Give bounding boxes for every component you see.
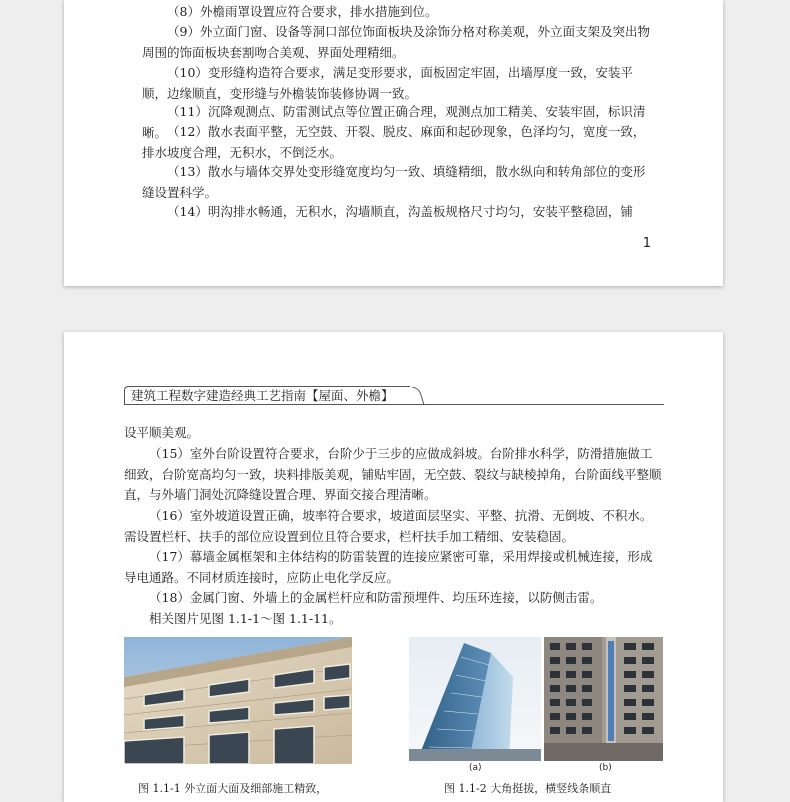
paragraph-16: （16）室外坡道设置正确，坡率符合要求，坡道面层坚实、平整、抗滑、无倒坡、不积水。需设置栏杆、扶手的部位应设置到位且符合要求，栏杆扶手加工精细、安装稳固。 [124,508,653,544]
header-rule [124,404,664,405]
figure-1-1-caption: 图 1.1-1 外立面大面及细部施工精致， [138,782,328,795]
paragraph-15: （15）室外台阶设置符合要求，台阶少于三步的应做成斜坡。台阶排水科学，防滑措施做工细致，台阶宽高均匀一致，块料排版美观，铺贴牢固，无空鼓、裂纹与缺棱掉角，台阶面线平整顺直，与外墙门洞处沉降缝设置合理、界面交接合理清晰。 [124,446,662,502]
paragraph-18: （18）金属门窗、外墙上的金属栏杆应和防雷预埋件、均压环连接，以防侧击雷。 [149,590,603,605]
figure-reference: 相关图片见图 1.1-1～图 1.1-11。 [149,611,342,626]
facade-illustration [124,637,352,764]
stone-tower-photo [544,637,663,761]
glass-tower-photo [409,637,541,761]
document-page-1 [64,0,723,286]
figure-1-1-2-sublabel-b: (b) [599,763,612,773]
paragraph-10: （10）变形缝构造符合要求，满足变形要求，面板固定牢固，出墙厚度一致，安装平顺，边缘顺直，变形缝与外檐装饰装修协调一致。 [142,65,633,101]
glass-tower-illustration [409,637,541,761]
paragraph-13: （13）散水与墙体交界处变形缝宽度均匀一致、填缝精细，散水纵向和转角部位的变形缝设置科学。 [142,164,646,200]
running-header-title: 建筑工程数字建造经典工艺指南【屋面、外檐】 [124,386,410,404]
stone-tower-illustration [544,637,663,761]
continued-paragraph: 设平顺美观。 [124,425,200,440]
paragraph-8: （8）外檐雨罩设置应符合要求，排水措施到位。 [167,4,438,19]
paragraph-14: （14）明沟排水畅通，无积水，沟墙顺直，沟盖板规格尺寸均匀，安装平整稳固，铺 [167,204,633,219]
running-header [124,386,664,406]
paragraph-17: （17）幕墙金属框架和主体结构的防雷装置的连接应紧密可靠，采用焊接或机械连接，形成导电通路。不同材质连接时，应防止电化学反应。 [124,549,653,585]
paragraph-9: （9）外立面门窗、设备等洞口部位饰面板块及涂饰分格对称美观，外立面支架及突出物周围的饰面板块套割吻合美观、界面处理精细。 [142,24,650,60]
paragraph-11: （11）沉降观测点、防雷测试点等位置正确合理，观测点加工精美、安装牢固，标识清晰。 [142,104,646,140]
document-page-2 [64,332,723,802]
facade-photo [124,637,352,764]
paragraph-12: （12）散水表面平整，无空鼓、开裂、脱皮、麻面和起砂现象，色泽均匀，宽度一致，排水坡度合理，无积水，不倒泛水。 [142,124,646,160]
figure-1-1-2-sublabel-a: (a) [469,763,482,773]
page-number: 1 [642,236,651,251]
figure-1-1-2-caption: 图 1.1-2 大角挺拔，横竖线条顺直 [444,782,612,795]
